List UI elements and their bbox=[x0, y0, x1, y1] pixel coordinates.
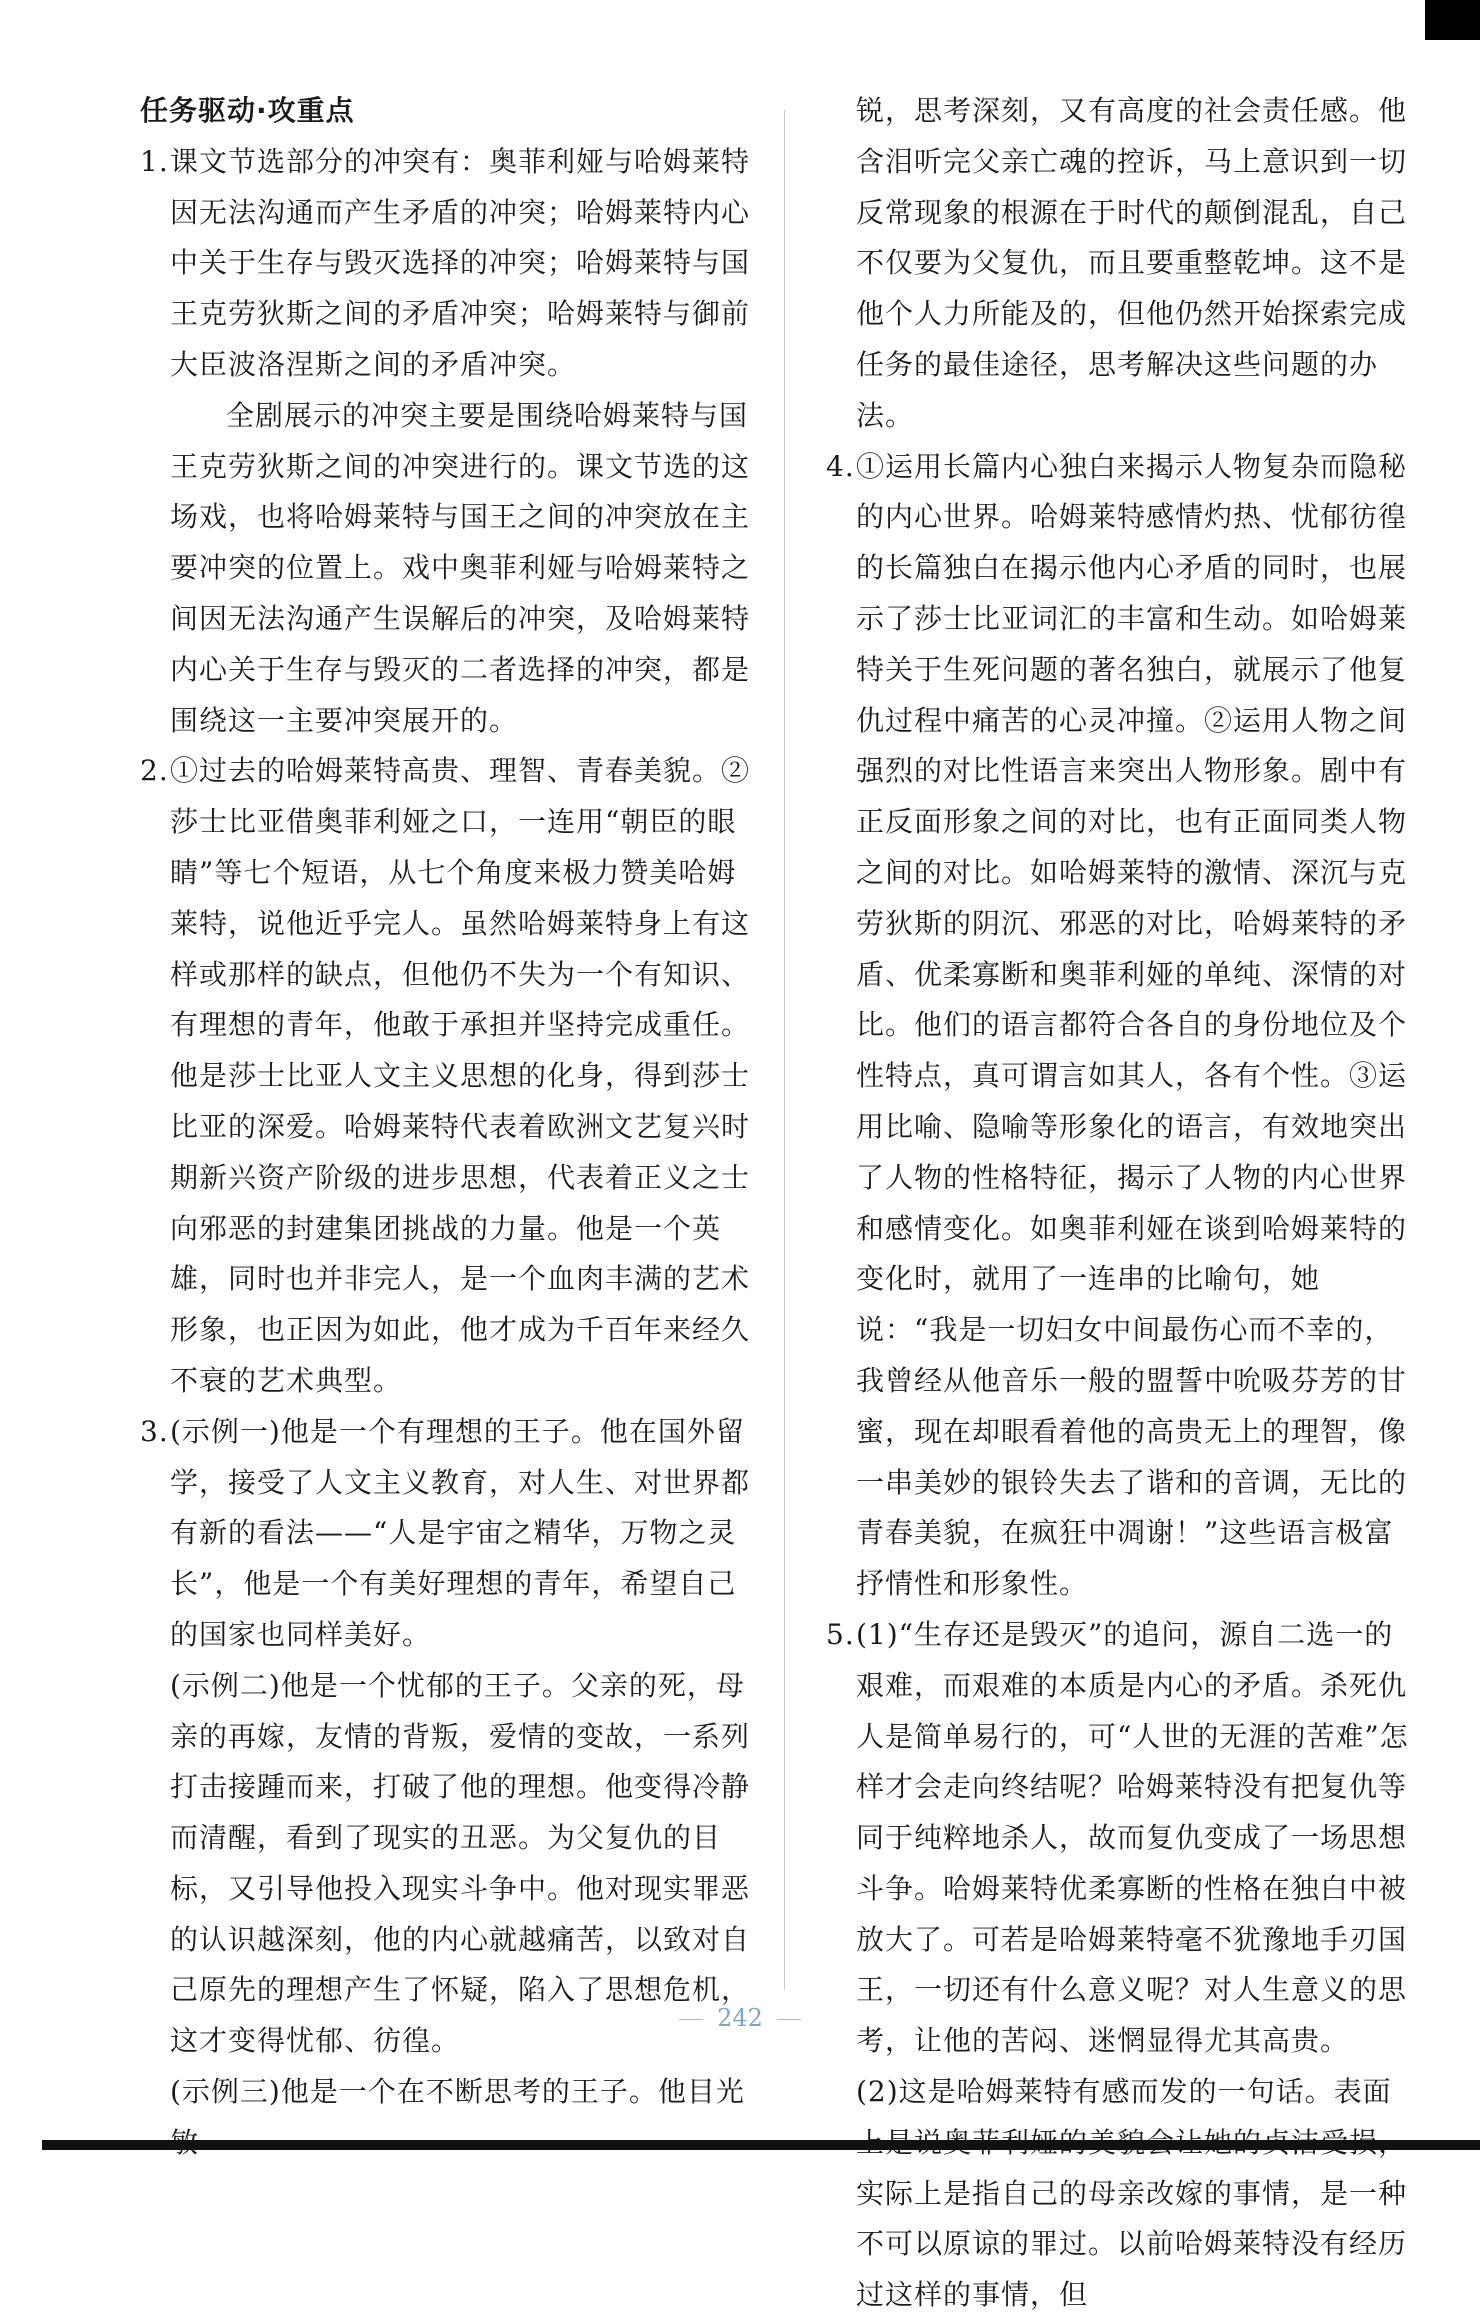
item-number: 3. bbox=[140, 1414, 169, 1448]
section-heading: 任务驱动·攻重点 bbox=[140, 94, 355, 127]
item-3-example-1: (示例一)他是一个有理想的王子。他在国外留学，接受了人文主义教育，对人生、对世界都有新的看法——“人是宇宙之精华，万物之灵长”，他是一个有美好理想的青年，希望自己的国家也同样美好。 bbox=[170, 1414, 751, 1651]
item-number: 1. bbox=[140, 144, 169, 178]
answer-item-3-continued bbox=[826, 86, 1414, 442]
footer-dash-left bbox=[679, 2019, 703, 2020]
item-5-part-2: (2)这是哈姆莱特有感而发的一句话。表面 实际上是指自己的母亲改嫁的事情，是一种不可以原谅的罪过。以前哈姆莱特没有经历过这样的事情，但 bbox=[856, 2075, 1408, 2312]
page-footer bbox=[0, 2004, 1480, 2032]
item-1-paragraph-2: 全剧展示的冲突主要是围绕哈姆莱特与国王克劳狄斯之间的冲突进行的。课文节选的这场戏，也将哈姆莱特与国王之间的冲突放在主要冲突的位置上。戏中奥菲利娅与哈姆莱特之间因无法沟通产生误解后的冲突，及哈姆莱特内心关于生存与毁灭的二者选择的冲突，都是围绕这一主要冲突展开的。 bbox=[170, 398, 751, 737]
answer-item-5 bbox=[826, 1610, 1414, 2321]
item-4-paragraph-1: ①运用长篇内心独白来揭示人物复杂而隐秘的内心世界。哈姆莱特感情灼热、忧郁彷徨的长篇独白在揭示他内心矛盾的同时，也展示了莎士比亚词汇的丰富和生动。如哈姆莱特关于生死问题的著名独白，就展示了他复仇过程中痛苦的心灵冲撞。②运用人物之间强烈的对比性语言来突出人物形象。剧中有正反面形象之间的对比，也有正面同类人物之间的对比。如哈姆莱特的激情、深沉与克劳狄斯的阴沉、邪恶的对比，哈姆莱特的矛盾、优柔寡断和奥菲利娅的单纯、深情的对比。他们的语言都符合各自的身份地位及个性特点，真可谓言如其人，各有个性。③运用比喻、隐喻等形象化的语言，有效地突出了人物的性格特征，揭示了人物的内心世界和感情变化。如奥菲利娅在谈到哈姆莱特的变化时，就用了一连串的比喻句，她说：“我是一切妇女中间最伤心而不幸的，我曾经从他音乐一般的盟誓中吮吸芬芳的甘蜜，现在却眼看着他的高贵无上的理智，像一串美妙的银铃失去了谐和的音调，无比的青春美貌，在疯狂中凋谢！”这些语言极富抒情性和形象性。 bbox=[856, 449, 1408, 1601]
footer-dash-right bbox=[777, 2019, 801, 2020]
scan-edge-mark-bottom bbox=[42, 2140, 1480, 2150]
item-2-paragraph-1: ①过去的哈姆莱特高贵、理智、青春美貌。②莎士比亚借奥菲利娅之口，一连用“朝臣的眼睛”等七个短语，从七个角度来极力赞美哈姆莱特，说他近乎完人。虽然哈姆莱特身上有这样或那样的缺点，但他仍不失为一个有知识、有理想的青年，他敢于承担并坚持完成重任。他是莎士比亚人文主义思想的化身，得到莎士比亚的深爱。哈姆莱特代表着欧洲文艺复兴时期新兴资产阶级的进步思想，代表着正义之士向邪恶的封建集团挑战的力量。他是一个英雄，同时也并非完人，是一个血肉丰满的艺术形象，也正因为如此，他才成为千百年来经久不衰的艺术典型。 bbox=[170, 754, 751, 1397]
answer-item-3 bbox=[140, 1407, 752, 2169]
item-5-part-1: (1)“生存还是毁灭”的追问，源自二选一的艰难，而艰难的本质是内心的矛盾。杀死仇人是简单易行的，可“人世的无涯的苦难”怎样才会走向终结呢？哈姆莱特没有把复仇等同于纯粹地杀人，故而复仇变成了一场思想斗争。哈姆莱特优柔寡断的性格在独白中被放大了。可若是哈姆莱特毫不犹豫地手刃国王，一切还有什么意义呢？对人生意义的思考，让他的苦闷、迷惘显得尤其高贵。 bbox=[856, 1617, 1409, 2058]
item-number: 4. bbox=[826, 449, 855, 483]
answer-item-4 bbox=[826, 442, 1414, 1610]
item-1-paragraph-1: 课文节选部分的冲突有：奥菲利娅与哈姆莱特因无法沟通而产生矛盾的冲突；哈姆莱特内心中关于生存与毁灭选择的冲突；哈姆莱特与国王克劳狄斯之间的矛盾冲突；哈姆莱特与御前大臣波洛涅斯之间的矛盾冲突。 bbox=[170, 144, 751, 381]
left-column bbox=[140, 86, 752, 2169]
answer-item-1 bbox=[140, 137, 752, 747]
item-number: 2. bbox=[140, 754, 169, 788]
scan-edge-mark-top bbox=[1425, 0, 1480, 40]
item-3-example-3-continued: 锐，思考深刻，又有高度的社会责任感。他含泪听完父亲亡魂的控诉，马上意识到一切反常现象的根源在于时代的颠倒混乱，自己不仅要为父复仇，而且要重整乾坤。这不是他个人力所能及的，但他仍然开始探索完成任务的最佳途径，思考解决这些问题的办法。 bbox=[856, 94, 1408, 432]
item-3-example-3-start: (示例三)他是一个在不断思考的王子。他目光 bbox=[170, 2075, 745, 2109]
answer-item-2 bbox=[140, 746, 752, 1406]
page-number: 242 bbox=[717, 2004, 763, 2032]
column-divider bbox=[784, 110, 785, 1990]
right-column bbox=[826, 86, 1414, 2321]
item-number: 5. bbox=[826, 1617, 855, 1651]
item-3-example-2: (示例二)他是一个忧郁的王子。父亲的死，母亲的再嫁，友情的背叛，爱情的变故，一系列打击接踵而来，打破了他的理想。他变得冷静而清醒，看到了现实的丑恶。为父复仇的目标，又引导他投入现实斗争中。他对现实罪恶的认识越深刻，他的内心就越痛苦，以致对自己原先的理想产生了怀疑，陷入了思想危机，这才变得忧郁、彷徨。 bbox=[170, 1668, 751, 2058]
